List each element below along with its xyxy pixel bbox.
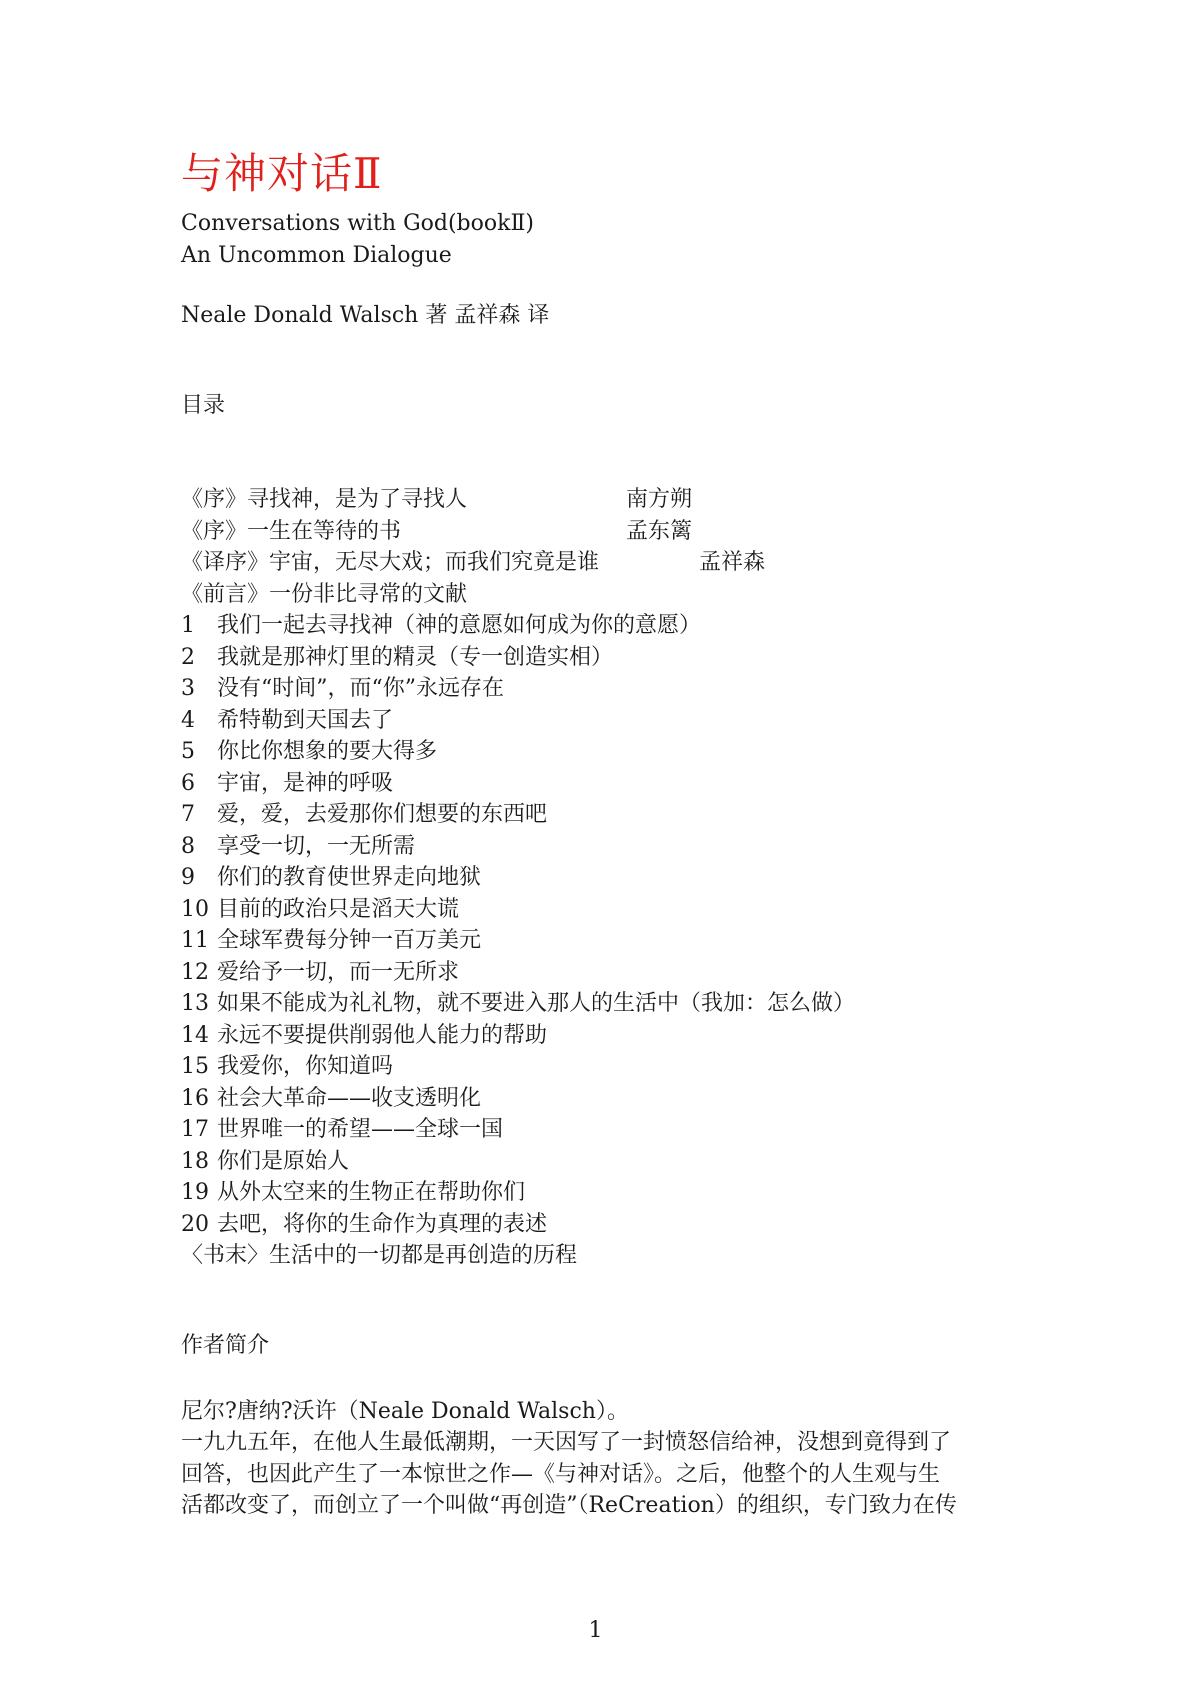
toc-chapter [181,831,1021,863]
chapter-title: 你比你想象的要大得多 [217,739,438,764]
chapter-number: 2 [181,644,195,670]
toc-front-title: 《序》寻找神，是为了寻找人 [181,487,468,512]
chapter-number: 17 [181,1117,209,1142]
toc-front-item [181,547,1021,579]
chapter-number: 7 [181,802,195,827]
chapter-title: 你们的教育使世界走向地狱 [217,865,482,890]
chapter-title: 希特勒到天国去了 [217,707,394,733]
chapter-title: 社会大革命——收支透明化 [217,1085,482,1111]
chapter-title: 我爱你，你知道吗 [217,1054,394,1079]
chapter-title: 全球军费每分钟一百万美元 [217,928,482,953]
toc-front-title: 《序》一生在等待的书 [181,518,402,544]
chapter-title: 宇宙，是神的呼吸 [217,770,394,796]
author-bio-name: 尼尔?唐纳?沃许（Neale Donald Walsch）。 [181,1398,629,1424]
chapter-number: 4 [181,707,195,733]
chapter-title: 目前的政治只是滔天大谎 [217,896,460,922]
toc-chapter [181,799,1021,831]
chapter-title: 没有“时间”，而“你”永远存在 [217,676,504,701]
toc-chapter [181,862,1021,894]
chapter-title: 世界唯一的希望——全球一国 [217,1117,504,1142]
toc-front-author: 孟祥森 [699,550,766,575]
book-title: 与神对话Ⅱ [181,149,383,198]
toc-chapter [181,1083,1021,1115]
toc-front-author: 孟东篱 [626,518,693,544]
subtitle-line-2: An Uncommon Dialogue [181,243,452,268]
chapter-number: 5 [181,739,195,764]
page-content [181,148,1021,1522]
toc-front-author: 南方朔 [626,487,693,512]
toc-chapter [181,642,1021,674]
chapter-number: 14 [181,1022,209,1048]
bio-line: 回答，也因此产生了一本惊世之作—《与神对话》。之后，他整个的人生观与生 [181,1461,941,1487]
toc-chapter [181,1051,1021,1083]
toc-front-item [181,579,1021,611]
chapter-title: 我就是那神灯里的精灵（专一创造实相） [217,644,614,670]
toc-chapter [181,705,1021,737]
chapter-number: 3 [181,676,195,701]
toc-chapter [181,1114,1021,1146]
chapter-number: 19 [181,1180,209,1205]
chapter-title: 爱，爱，去爱那你们想要的东西吧 [217,802,548,827]
chapter-number: 20 [181,1211,209,1237]
chapter-title: 享受一切，一无所需 [217,833,416,859]
chapter-number: 9 [181,865,195,890]
chapter-title: 爱给予一切，而一无所求 [217,959,460,985]
chapter-number: 13 [181,991,209,1016]
toc-front-title: 《前言》一份非比寻常的文献 [181,581,468,607]
toc-heading: 目录 [181,393,226,418]
chapter-number: 8 [181,833,195,859]
subtitle-line-1: Conversations with God(bookⅡ) [181,211,534,236]
table-of-contents [181,484,1021,1272]
toc-front-item [181,516,1021,548]
author-bio-heading: 作者简介 [181,1332,270,1358]
toc-chapter [181,1146,1021,1178]
toc-chapter [181,957,1021,989]
toc-chapter [181,1020,1021,1052]
chapter-number: 16 [181,1085,209,1111]
author-bio-paragraph [181,1427,1021,1522]
toc-chapter [181,610,1021,642]
author-translator-line: Neale Donald Walsch 著 孟祥森 译 [181,303,550,328]
bio-line: 活都改变了，而创立了一个叫做“再创造”（ReCreation）的组织，专门致力在传 [181,1493,957,1518]
toc-front-item [181,484,1021,516]
english-subtitle [181,208,1021,272]
toc-end-title: 〈书末〉生活中的一切都是再创造的历程 [181,1243,578,1268]
chapter-number: 15 [181,1054,209,1079]
page-number: 1 [588,1618,603,1643]
toc-chapter [181,736,1021,768]
chapter-number: 12 [181,959,209,985]
chapter-title: 我们一起去寻找神（神的意愿如何成为你的意愿） [217,613,702,638]
chapter-title: 如果不能成为礼礼物，就不要进入那人的生活中（我加：怎么做） [217,991,856,1016]
chapter-number: 1 [181,613,195,638]
toc-chapter [181,1209,1021,1241]
toc-front-title: 《译序》宇宙，无尽大戏；而我们究竟是谁 [181,550,600,575]
toc-chapter [181,894,1021,926]
toc-chapter [181,925,1021,957]
chapter-title: 去吧，将你的生命作为真理的表述 [217,1211,548,1237]
toc-chapter [181,1177,1021,1209]
chapter-number: 11 [181,928,209,953]
toc-chapter [181,768,1021,800]
toc-chapter [181,673,1021,705]
toc-end-item [181,1240,1021,1272]
bio-line: 一九九五年，在他人生最低潮期，一天因写了一封愤怒信给神，没想到竟得到了 [181,1430,952,1455]
chapter-number: 6 [181,770,195,796]
chapter-number: 10 [181,896,209,922]
chapter-title: 你们是原始人 [217,1148,350,1174]
chapter-title: 永远不要提供削弱他人能力的帮助 [217,1022,548,1048]
chapter-number: 18 [181,1148,209,1174]
toc-chapter [181,988,1021,1020]
chapter-title: 从外太空来的生物正在帮助你们 [217,1180,526,1205]
